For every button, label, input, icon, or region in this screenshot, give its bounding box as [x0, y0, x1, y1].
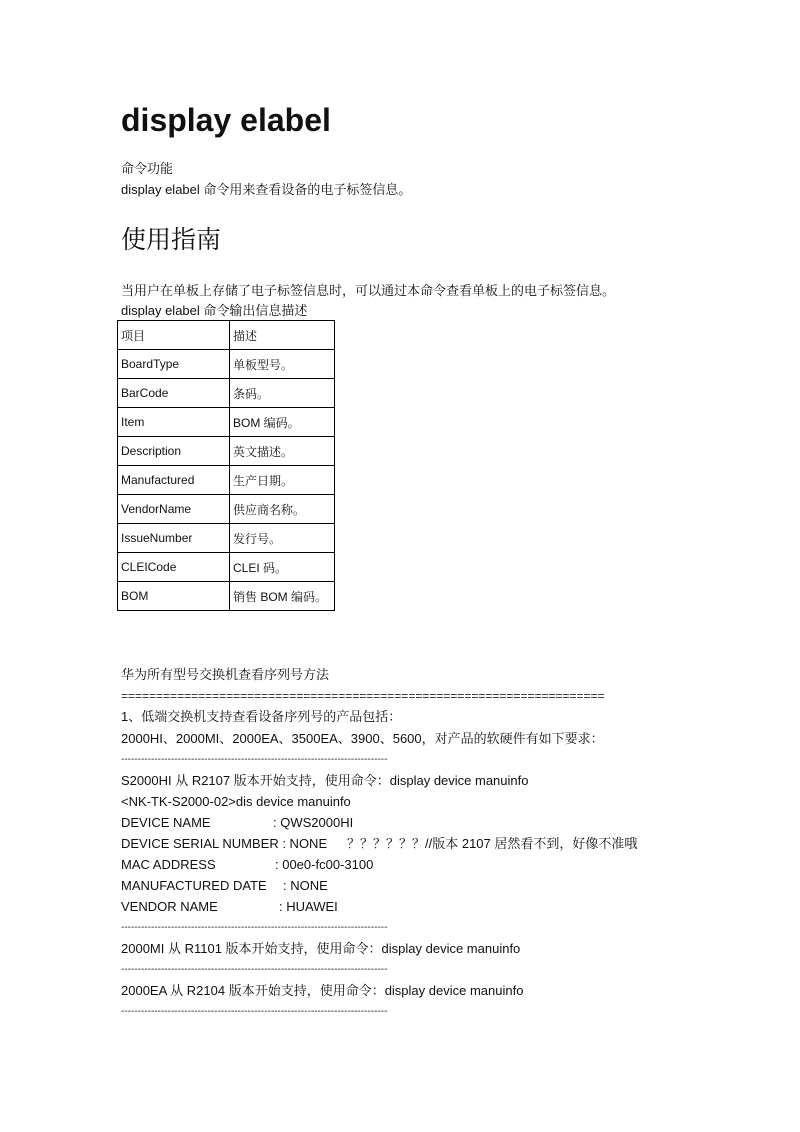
vendor-name-value: : HUAWEI: [279, 899, 338, 914]
table-cell-item: CLEICode: [118, 553, 230, 582]
serial-section-heading: 华为所有型号交换机查看序列号方法: [121, 667, 330, 682]
s2000ea-support: 2000EA 从 R2104 版本开始支持，使用命令：display device manuinfo: [121, 983, 524, 998]
table-row: [118, 379, 335, 408]
table-row: [118, 495, 335, 524]
usage-guide-heading: 使用指南: [121, 225, 222, 254]
table-cell-description: 单板型号。: [230, 350, 335, 379]
mac-address-line: [121, 856, 374, 874]
vendor-name-label: VENDOR NAME: [121, 899, 218, 914]
s2000mi-support: 2000MI 从 R1101 版本开始支持，使用命令：display device manuinfo: [121, 941, 521, 956]
table-cell-description: 英文描述。: [230, 437, 335, 466]
table-cell-item: BoardType: [118, 350, 230, 379]
table-cell-description: 条码。: [230, 379, 335, 408]
table-cell-description: 供应商名称。: [230, 495, 335, 524]
serial-number-label: DEVICE SERIAL NUMBER : NONE: [121, 836, 328, 851]
low-end-item: 1、低端交换机支持查看设备序列号的产品包括：: [121, 709, 402, 724]
table-cell-item: BOM: [118, 582, 230, 611]
mac-address-label: MAC ADDRESS: [121, 857, 216, 872]
table-cell-item: BarCode: [118, 379, 230, 408]
supported-models: 2000HI、2000MI、2000EA、3500EA、3900、5600，对产品的软硬件有如下要求：: [121, 731, 604, 746]
dash-rule: --------------------------------------------------------------------------------: [121, 754, 388, 765]
s2000hi-support: S2000HI 从 R2107 版本开始支持，使用命令：display device manuinfo: [121, 773, 529, 788]
output-description-table: [117, 320, 335, 611]
table-cell-description: BOM 编码。: [230, 408, 335, 437]
table-cell-item: Description: [118, 437, 230, 466]
table-row: [118, 524, 335, 553]
table-cell-item: Manufactured: [118, 466, 230, 495]
table-cell-description: 发行号。: [230, 524, 335, 553]
cli-prompt: <NK-TK-S2000-02>dis device manuinfo: [121, 794, 351, 809]
table-cell-item: Item: [118, 408, 230, 437]
manufactured-date-line: [121, 877, 328, 895]
table-row: [118, 553, 335, 582]
table-cell-description: CLEI 码。: [230, 553, 335, 582]
serial-number-line: [121, 835, 638, 853]
equals-rule: =====================================================================: [121, 689, 605, 703]
table-cell-item: VendorName: [118, 495, 230, 524]
mac-address-value: : 00e0-fc00-3100: [275, 857, 374, 872]
table-row: [118, 350, 335, 379]
serial-number-note: ？？？？？？//版本 2107 居然看不到，好像不准哦: [347, 836, 638, 851]
usage-guide-text: 当用户在单板上存储了电子标签信息时，可以通过本命令查看单板上的电子标签信息。: [121, 283, 616, 298]
table-row: [118, 466, 335, 495]
page-title: display elabel: [121, 102, 331, 138]
table-cell-description: 生产日期。: [230, 466, 335, 495]
table-cell-description: 销售 BOM 编码。: [230, 582, 335, 611]
table-header-description: 描述: [230, 321, 335, 350]
command-description: display elabel 命令用来查看设备的电子标签信息。: [121, 182, 412, 197]
dash-rule: --------------------------------------------------------------------------------: [121, 922, 388, 933]
device-name-line: [121, 814, 354, 832]
dash-rule: --------------------------------------------------------------------------------: [121, 1006, 388, 1017]
table-header-row: [118, 321, 335, 350]
manufactured-date-value: : NONE: [283, 878, 328, 893]
table-row: [118, 582, 335, 611]
table-cell-item: IssueNumber: [118, 524, 230, 553]
manufactured-date-label: MANUFACTURED DATE: [121, 878, 267, 893]
table-caption: display elabel 命令输出信息描述: [121, 303, 308, 318]
command-function-label: 命令功能: [121, 161, 174, 176]
device-name-value: : QWS2000HI: [273, 815, 354, 830]
vendor-name-line: [121, 898, 338, 916]
table-row: [118, 408, 335, 437]
device-name-label: DEVICE NAME: [121, 815, 211, 830]
table-header-item: 项目: [118, 321, 230, 350]
table-row: [118, 437, 335, 466]
dash-rule: --------------------------------------------------------------------------------: [121, 964, 388, 975]
